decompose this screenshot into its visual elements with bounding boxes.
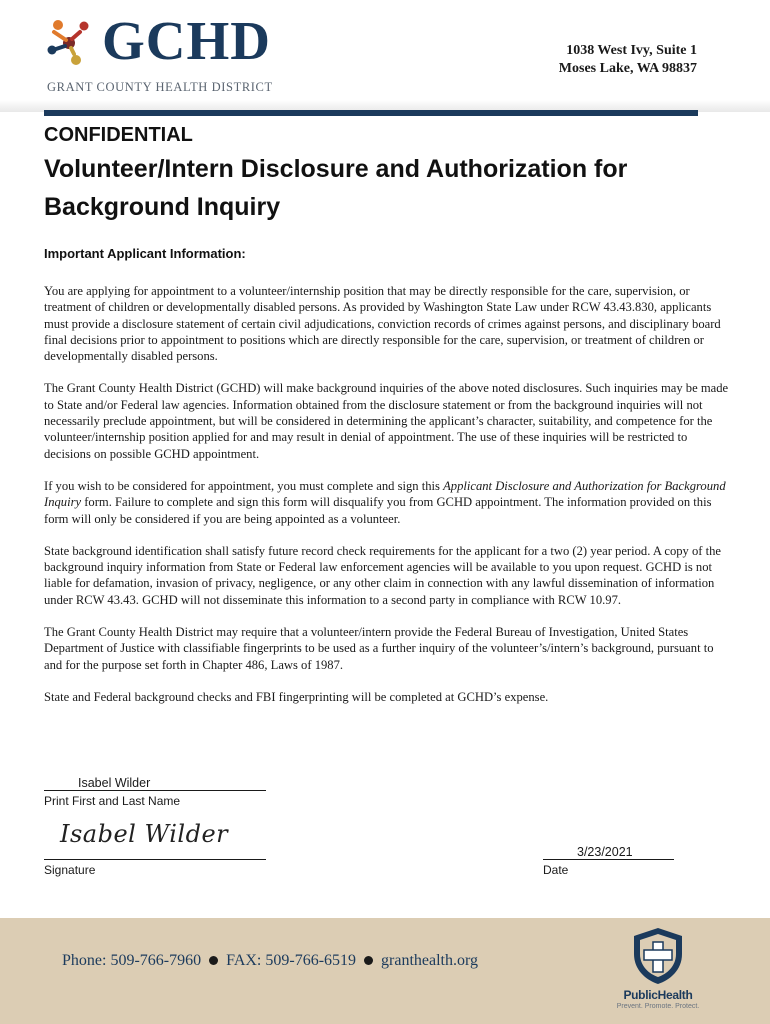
gchd-logo <box>44 10 294 96</box>
date-field-label: Date <box>543 863 569 877</box>
logo-subtitle: GRANT COUNTY HEALTH DISTRICT <box>47 80 273 94</box>
signature-field-label: Signature <box>44 863 96 877</box>
confidential-label: CONFIDENTIAL <box>44 124 193 146</box>
badge-title: PublicHealth <box>623 988 693 1002</box>
footer-phone: Phone: 509-766-7960 <box>62 952 202 969</box>
header-divider <box>44 110 698 116</box>
form-title-reference: Applicant Disclosure and Authorization for Background Inquiry <box>44 478 726 510</box>
paragraph-6: State and Federal background checks and FBI fingerprinting will be completed at GCHD’s expense. <box>44 689 549 704</box>
address-block <box>559 42 697 78</box>
name-field-label: Print First and Last Name <box>44 794 181 808</box>
gchd-people-icon <box>44 16 98 70</box>
document-title: Volunteer/Intern Disclosure and Authorization for Background Inquiry <box>44 155 628 221</box>
paragraph-1: You are applying for appointment to a volunteer/internship position that may be directly responsible for the care, supervision, or treatment of children or developmentally disabled persons. As provided by Washington State Law under RCW 43.43.830, applicants must provide a disclosure statement of certain civil adjudications, conviction records of crimes against persons, and disciplinary board final decisions prior to appointment to positions which are directly responsible for the care, supervision, or treatment of children or developmentally disabled persons. <box>44 284 721 364</box>
bullet-icon <box>364 956 373 965</box>
footer-band <box>0 918 770 1024</box>
badge-tagline: Prevent. Promote. Protect. <box>616 1003 700 1010</box>
shield-cross-icon <box>630 926 686 986</box>
paragraph-3-part-b: form. Failure to complete and sign this form will disqualify you from GCHD appointment. The information provided on this form will only be considered if you are being appointed as a volunteer. <box>44 495 712 526</box>
signature-image: Isabel Wilder <box>60 820 229 848</box>
footer-contact <box>62 952 478 970</box>
paragraph-2: The Grant County Health District (GCHD) will make background inquiries of the above noted disclosures. Such inquiries may be made to State and/or Federal law agencies. Information obtained from the disclosure statement or from the background inquiries will not necessarily preclude appointment, but will be considered in determining the applicant’s character, suitability, and competence for the volunteer/internship position applied for and may result in denial of appointment. The use of these inquiries will be restricted to decisions on possible GCHD appointment. <box>44 381 729 461</box>
name-field[interactable] <box>44 774 266 791</box>
signature-field[interactable] <box>44 843 266 860</box>
section-subhead: Important Applicant Information: <box>44 246 246 261</box>
footer-website[interactable]: granthealth.org <box>381 952 479 969</box>
paragraph-3-part-a: If you wish to be considered for appointment, you must complete and sign this <box>44 478 444 493</box>
name-field-block <box>44 774 266 808</box>
address-line1: 1038 West Ivy, Suite 1 <box>566 43 697 58</box>
date-field-block <box>543 843 674 877</box>
paragraph-4: State background identification shall satisfy future record check requirements for the applicant for a two (2) year period. A copy of the background inquiry information from State or Federal law enforcement agencies will be available to you upon request. GCHD is not liable for defamation, invasion of privacy, negligence, or any other claim in connection with any lawful dissemination of information under RCW 43.43. GCHD will not disseminate this information to a second party in compliance with RCW 10.97. <box>44 543 722 607</box>
bullet-icon <box>209 956 218 965</box>
paragraph-5: The Grant County Health District may require that a volunteer/intern provide the Federal Bureau of Investigation, United States Department of Justice with classifiable fingerprints to be used as a further inquiry of the volunteer’s/intern’s background, pursuant to and for the purpose set forth in Chapter 486, Laws of 1987. <box>44 625 714 672</box>
signature-field-block <box>44 843 266 877</box>
date-value: 3/23/2021 <box>577 845 633 859</box>
document-body <box>44 283 730 721</box>
public-health-badge <box>612 926 704 1020</box>
logo-wordmark: GCHD <box>102 10 271 71</box>
footer-fax: FAX: 509-766-6519 <box>226 952 357 969</box>
date-field[interactable] <box>543 843 674 860</box>
name-value: Isabel Wilder <box>78 776 151 790</box>
address-line2: Moses Lake, WA 98837 <box>558 61 697 76</box>
paragraph-3 <box>44 478 730 527</box>
